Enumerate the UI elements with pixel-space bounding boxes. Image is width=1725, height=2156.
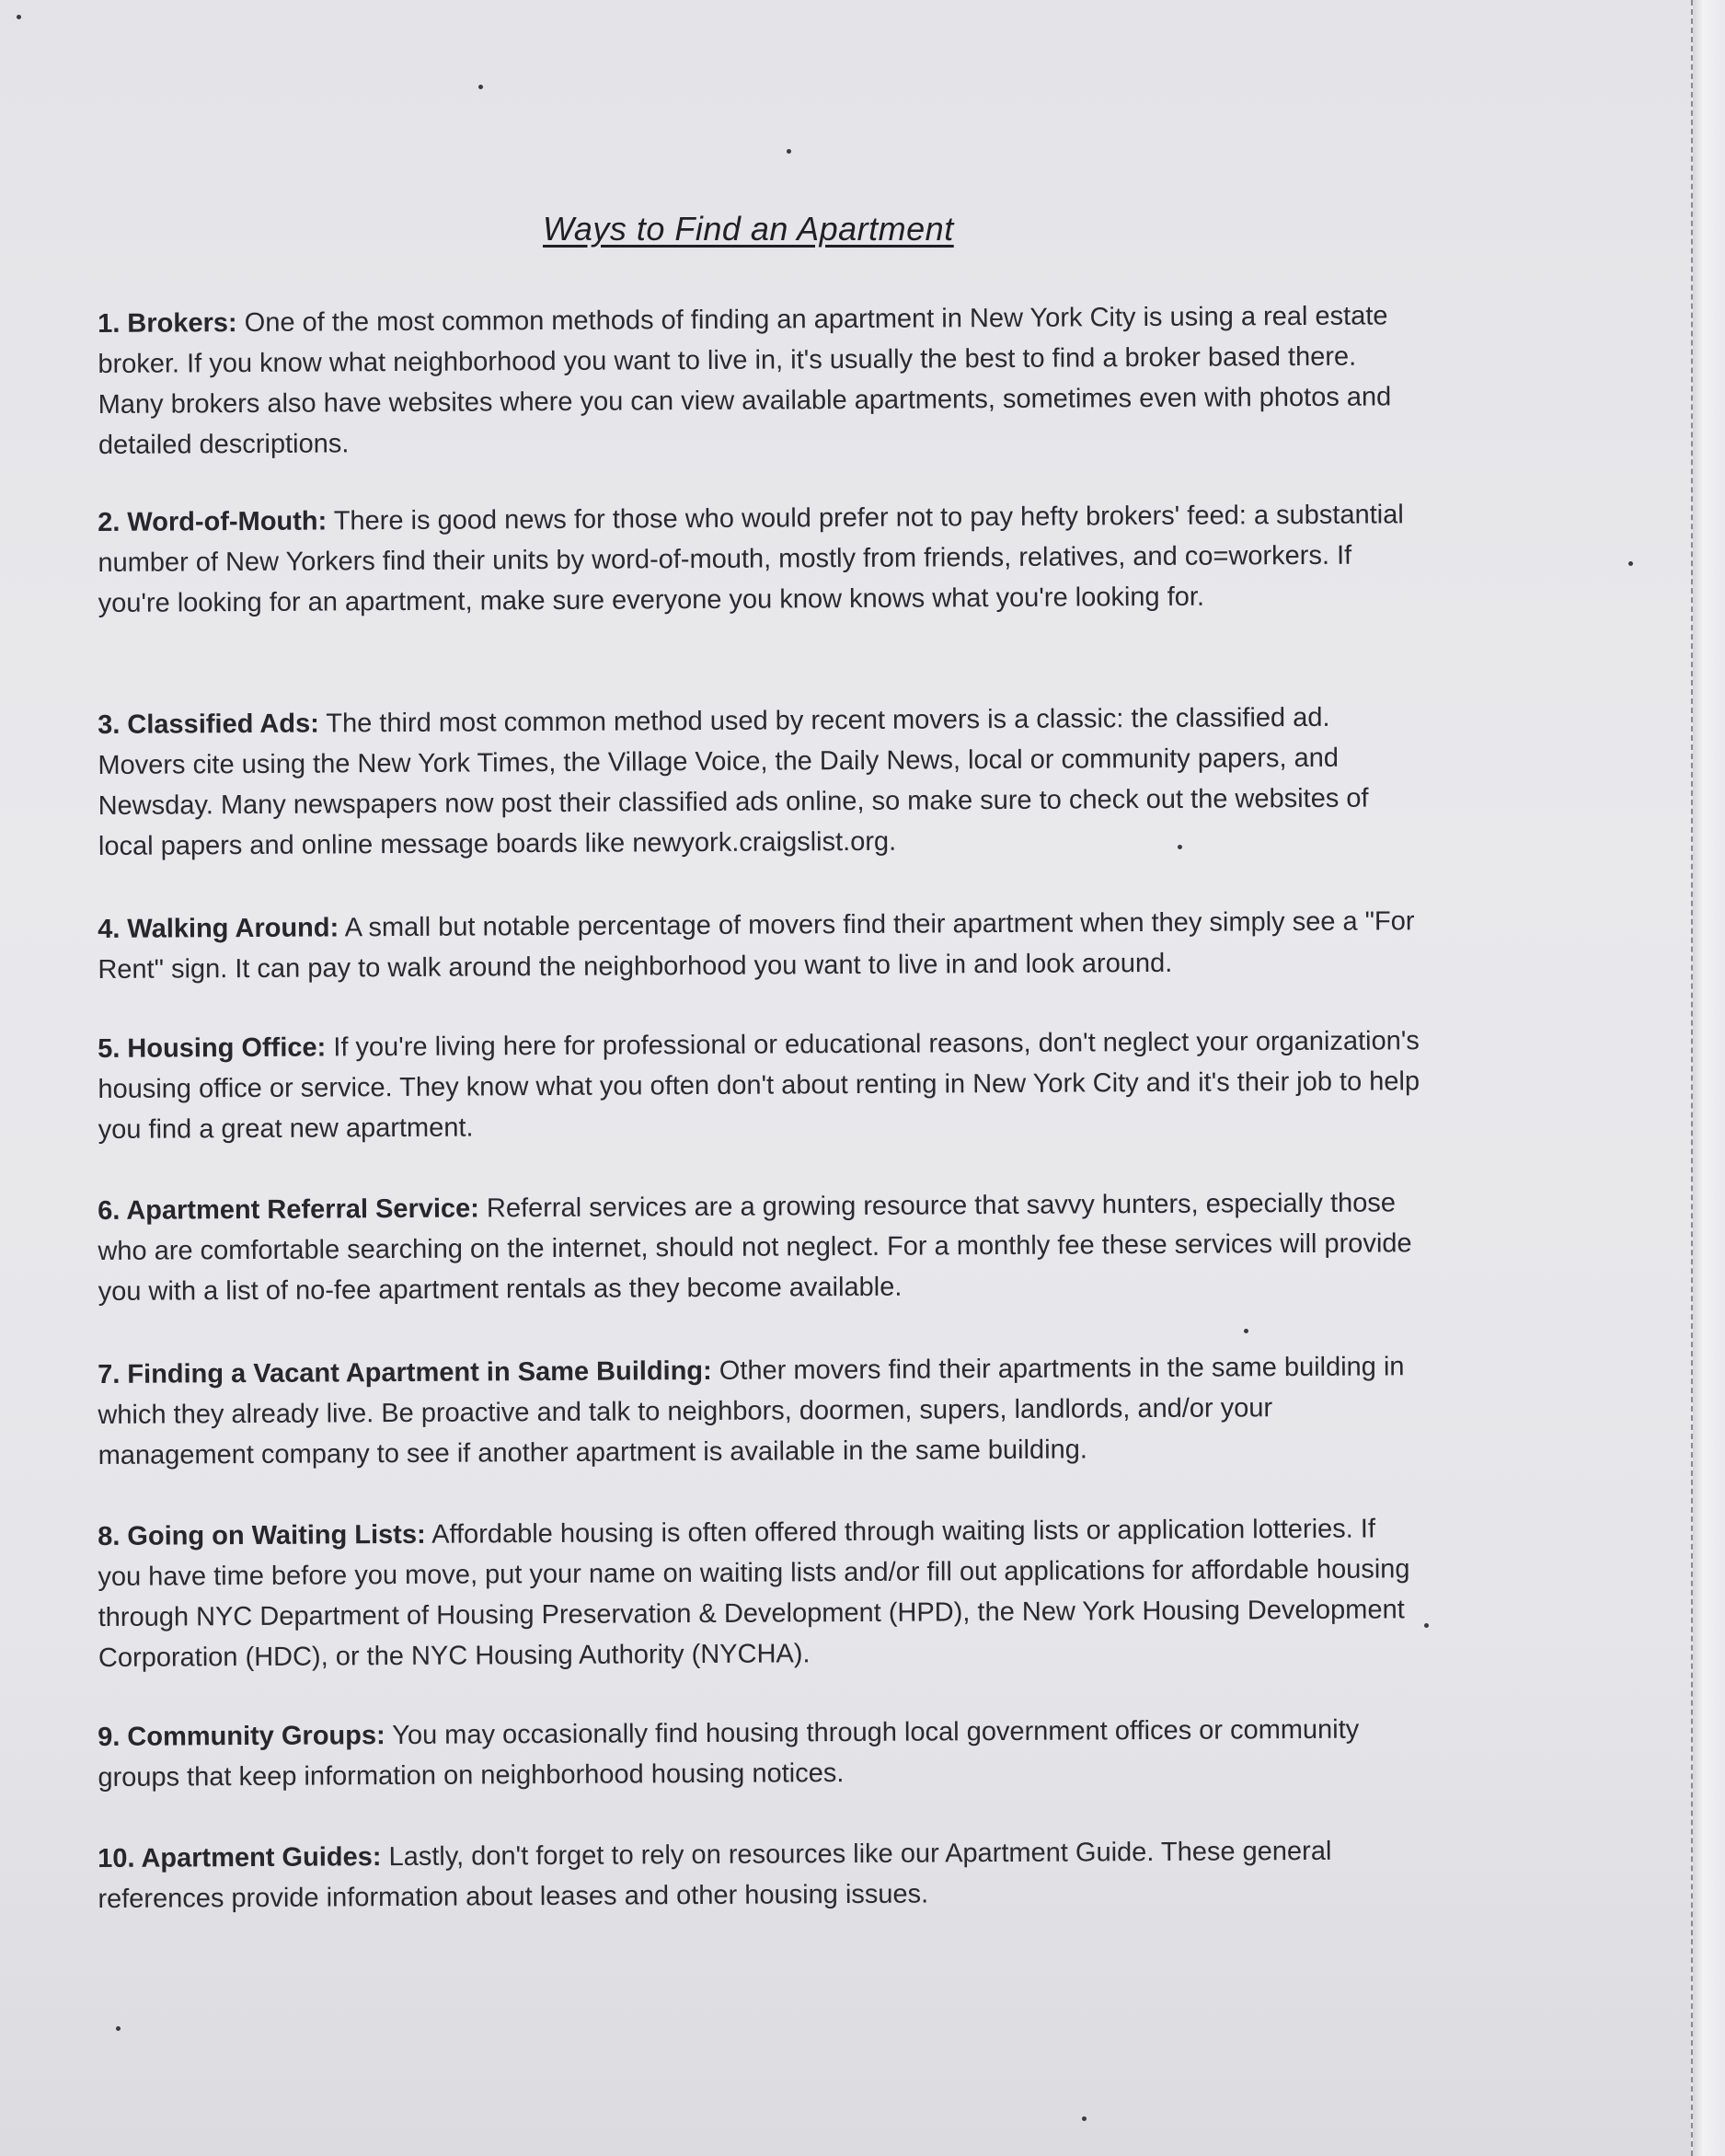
item-text: You may occasionally find housing through local government offices or community groups that keep information on neighborhood housing notices.: [98, 1714, 1360, 1793]
item-text: If you're living here for professional or educational reasons, don't neglect your organization's housing office or service. They know what you often don't about renting in New York City and it's their job to help you find a great new apartment.: [98, 1026, 1420, 1145]
speck: [1424, 1623, 1429, 1628]
list-item: [98, 901, 1423, 990]
document-title: Ways to Find an Apartment: [543, 210, 954, 248]
item-heading: 6. Apartment Referral Service:: [98, 1193, 479, 1226]
speck: [787, 149, 791, 154]
speck: [1628, 561, 1633, 566]
list-item: [98, 1830, 1423, 1920]
list-item: [98, 697, 1423, 867]
item-heading: 5. Housing Office:: [98, 1032, 327, 1064]
item-heading: 4. Walking Around:: [98, 913, 339, 944]
list-item: [98, 1508, 1423, 1678]
page-edge: [1691, 0, 1725, 2156]
item-text: One of the most common methods of finding an apartment in New York City is using a real estate broker. If you know what neighborhood you want to live in, it's usually the best to find a broker based there. Many brokers also have websites where you can view available apartments, sometimes even with photos and detailed descriptions.: [98, 301, 1392, 460]
speck: [1082, 2116, 1087, 2121]
list-item: [98, 295, 1423, 466]
item-text: There is good news for those who would prefer not to pay hefty brokers' feed: a substantial number of New Yorkers find their units by word-of-mouth, mostly from friends, relatives, and co=workers. If you're looking for an apartment, make sure everyone you know knows what you're looking for.: [98, 500, 1404, 618]
item-heading: 3. Classified Ads:: [98, 709, 319, 740]
item-heading: 8. Going on Waiting Lists:: [98, 1519, 426, 1551]
item-text: Other movers find their apartments in the same building in which they already live. Be proactive and talk to neighbors, doormen, supers, landlords, and/or your management company to see if another apartment is available in the same building.: [98, 1352, 1405, 1470]
speck: [17, 15, 21, 19]
item-heading: 9. Community Groups:: [98, 1721, 385, 1752]
item-heading: 2. Word-of-Mouth:: [98, 506, 328, 537]
item-text: Referral services are a growing resource that savvy hunters, especially those who are comfortable searching on the internet, should not neglect. For a monthly fee these services will provide you with a list of no-fee apartment rentals as they become available.: [98, 1188, 1412, 1307]
item-heading: 10. Apartment Guides:: [98, 1842, 382, 1874]
speck: [116, 2026, 121, 2031]
item-text: A small but notable percentage of movers find their apartment when they simply see a "For Rent" sign. It can pay to walk around the neighborhood you want to live in and look around.: [98, 906, 1415, 985]
item-heading: 7. Finding a Vacant Apartment in Same Building:: [98, 1355, 712, 1389]
item-heading: 1. Brokers:: [98, 308, 237, 339]
list-item: [98, 1709, 1423, 1798]
list-item: [98, 1182, 1423, 1312]
list-item: [98, 1346, 1423, 1476]
item-text: Lastly, don't forget to rely on resources like our Apartment Guide. These general references provide information about leases and other housing issues.: [98, 1836, 1332, 1914]
speck: [1244, 1329, 1248, 1333]
item-text: The third most common method used by recent movers is a classic: the classified ad. Movers cite using the New York Times, the Village Voice, the Daily News, local or community papers, and Newsday. Many newspapers now post their classified ads online, so make sure to check out the websites of local papers and online message boards like newyork.craigslist.org.: [98, 702, 1369, 861]
list-item: [98, 494, 1423, 624]
item-text: Affordable housing is often offered through waiting lists or application lotteries. If you have time before you move, put your name on waiting lists and/or fill out applications for affordable housing through NYC Department of Housing Preservation & Development (HPD), the New York Housing Development Corporation (HDC), or the NYC Housing Authority (NYCHA).: [98, 1514, 1410, 1673]
list-item: [98, 1020, 1423, 1150]
speck: [478, 85, 483, 89]
